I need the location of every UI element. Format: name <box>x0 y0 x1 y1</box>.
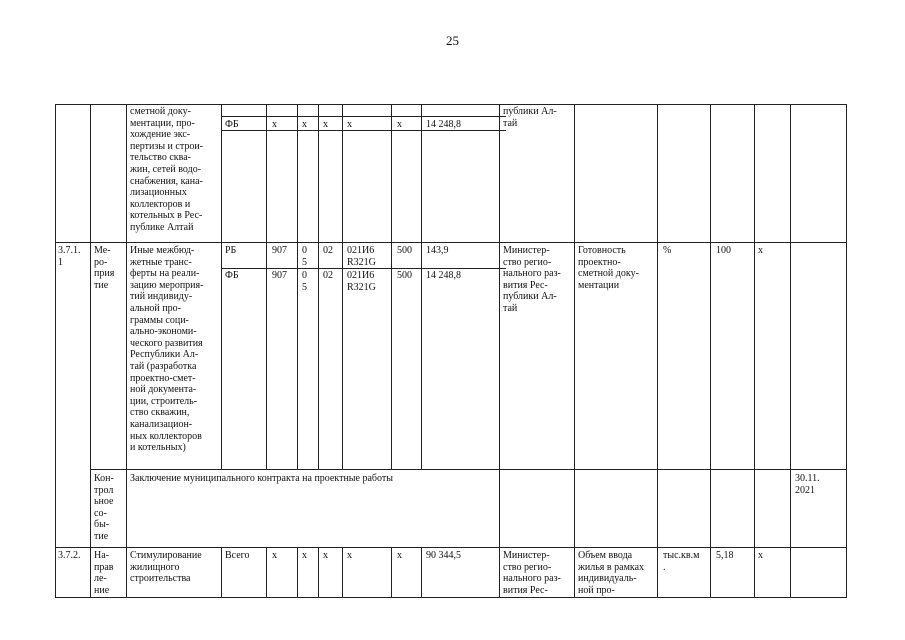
expense-type-cell: 500 <box>397 270 412 281</box>
subsection-cell: 02 <box>323 270 333 281</box>
row-number-cell: 3.7.1. 1 <box>58 245 81 268</box>
unit-cell: тыс.кв.м . <box>663 550 700 573</box>
table-line <box>754 104 755 469</box>
indicator-value-cell: 100 <box>716 245 731 256</box>
grbs-cell: 907 <box>272 245 287 256</box>
budget-measures-table <box>55 104 847 598</box>
unit-cell: % <box>663 245 672 256</box>
table-line <box>657 547 658 598</box>
executor-cell: Министер- ство регио- нального раз- вития Рес- публики Ал- тай <box>503 245 561 314</box>
table-line <box>574 547 575 598</box>
table-line <box>221 130 506 131</box>
measure-name-cell: Иные межбюд- жетные транс- ферты на реали- зацию мероприя- тий индивиду- альной про- граммы соци- ально-экономи- ческого развития Республики Ал- тай (разработка проектно-смет- ной документа- ции, строитель- ство скважин, канализацион- ных коллекторов и котельных) <box>130 245 204 454</box>
mark-cell: х <box>758 245 763 256</box>
amount-cell: 14 248,8 <box>426 270 461 281</box>
funding-source-cell: ФБ <box>225 119 239 130</box>
control-event-text: Заключение муниципального контракта на проектные работы <box>130 473 393 484</box>
table-line <box>421 547 422 598</box>
executor-cell: Министер- ство регио- нального раз- вития Рес- <box>503 550 561 596</box>
grbs-cell: х <box>272 119 277 130</box>
expense-type-cell: х <box>397 119 402 130</box>
row-number-cell: 3.7.2. <box>58 550 81 561</box>
table-line <box>710 547 711 598</box>
table-line <box>221 116 506 117</box>
row-type-cell: На- прав ле- ние <box>94 550 114 596</box>
table-line <box>55 104 56 598</box>
table-line <box>574 469 575 547</box>
amount-cell: 143,9 <box>426 245 449 256</box>
indicator-value-cell: 5,18 <box>716 550 734 561</box>
table-line <box>499 469 500 547</box>
expense-type-cell: 500 <box>397 245 412 256</box>
target-article-cell: х <box>347 550 352 561</box>
table-line <box>318 547 319 598</box>
grbs-cell: х <box>272 550 277 561</box>
table-line <box>710 469 711 547</box>
table-line <box>499 104 500 469</box>
indicator-cell: Объем ввода жилья в рамках индивидуаль- ной про- <box>578 550 645 596</box>
executor-cell: публики Ал- тай <box>503 106 557 129</box>
page-number: 25 <box>446 33 459 48</box>
target-article-cell: 021И6 R321G <box>347 270 376 293</box>
table-line <box>499 547 500 598</box>
funding-source-cell: РБ <box>225 245 237 256</box>
funding-source-cell: Всего <box>225 550 250 561</box>
table-line <box>297 104 298 469</box>
section-cell: 0 5 <box>302 270 307 293</box>
control-event-date: 30.11. 2021 <box>795 473 820 496</box>
table-line <box>710 104 711 469</box>
row-type-cell: Кон- трол ьное со- бы- тие <box>94 473 114 542</box>
table-line <box>342 104 343 469</box>
subsection-cell: х <box>323 119 328 130</box>
table-line <box>55 242 847 243</box>
subsection-cell: х <box>323 550 328 561</box>
measure-name-cell: сметной доку- ментации, про- хождение экс- пертизы и строи- тельство сква- жин, сетей водо- снабжения, кана- лизационных коллекторов и котельных в Рес- публике Алтай <box>130 106 204 233</box>
table-line <box>342 547 343 598</box>
mark-cell: х <box>758 550 763 561</box>
amount-cell: 14 248,8 <box>426 119 461 130</box>
table-line <box>574 104 575 469</box>
funding-source-cell: ФБ <box>225 270 239 281</box>
expense-type-cell: х <box>397 550 402 561</box>
table-line <box>55 547 847 548</box>
indicator-cell: Готовность проектно- сметной доку- ментации <box>578 245 639 291</box>
table-line <box>421 104 422 469</box>
table-line <box>318 104 319 469</box>
table-line <box>391 547 392 598</box>
table-line <box>391 104 392 469</box>
measure-name-cell: Стимулирование жилищного строительства <box>130 550 202 585</box>
table-line <box>297 547 298 598</box>
table-line <box>657 469 658 547</box>
grbs-cell: 907 <box>272 270 287 281</box>
table-line <box>790 547 791 598</box>
table-line <box>846 104 847 598</box>
subsection-cell: 02 <box>323 245 333 256</box>
table-line <box>657 104 658 469</box>
table-line <box>266 547 267 598</box>
table-line <box>754 547 755 598</box>
table-line <box>55 597 847 598</box>
table-line <box>221 547 222 598</box>
row-type-cell: Ме- ро- прия тие <box>94 245 115 291</box>
table-line <box>126 104 127 598</box>
table-line <box>754 469 755 547</box>
section-cell: х <box>302 550 307 561</box>
table-line <box>221 104 222 469</box>
target-article-cell: 021И6 R321G <box>347 245 376 268</box>
section-cell: х <box>302 119 307 130</box>
table-line <box>266 104 267 469</box>
table-line <box>790 469 791 547</box>
amount-cell: 90 344,5 <box>426 550 461 561</box>
table-line <box>90 469 847 470</box>
table-line <box>90 104 91 598</box>
target-article-cell: х <box>347 119 352 130</box>
table-line <box>55 104 847 105</box>
section-cell: 0 5 <box>302 245 307 268</box>
table-line <box>790 104 791 469</box>
